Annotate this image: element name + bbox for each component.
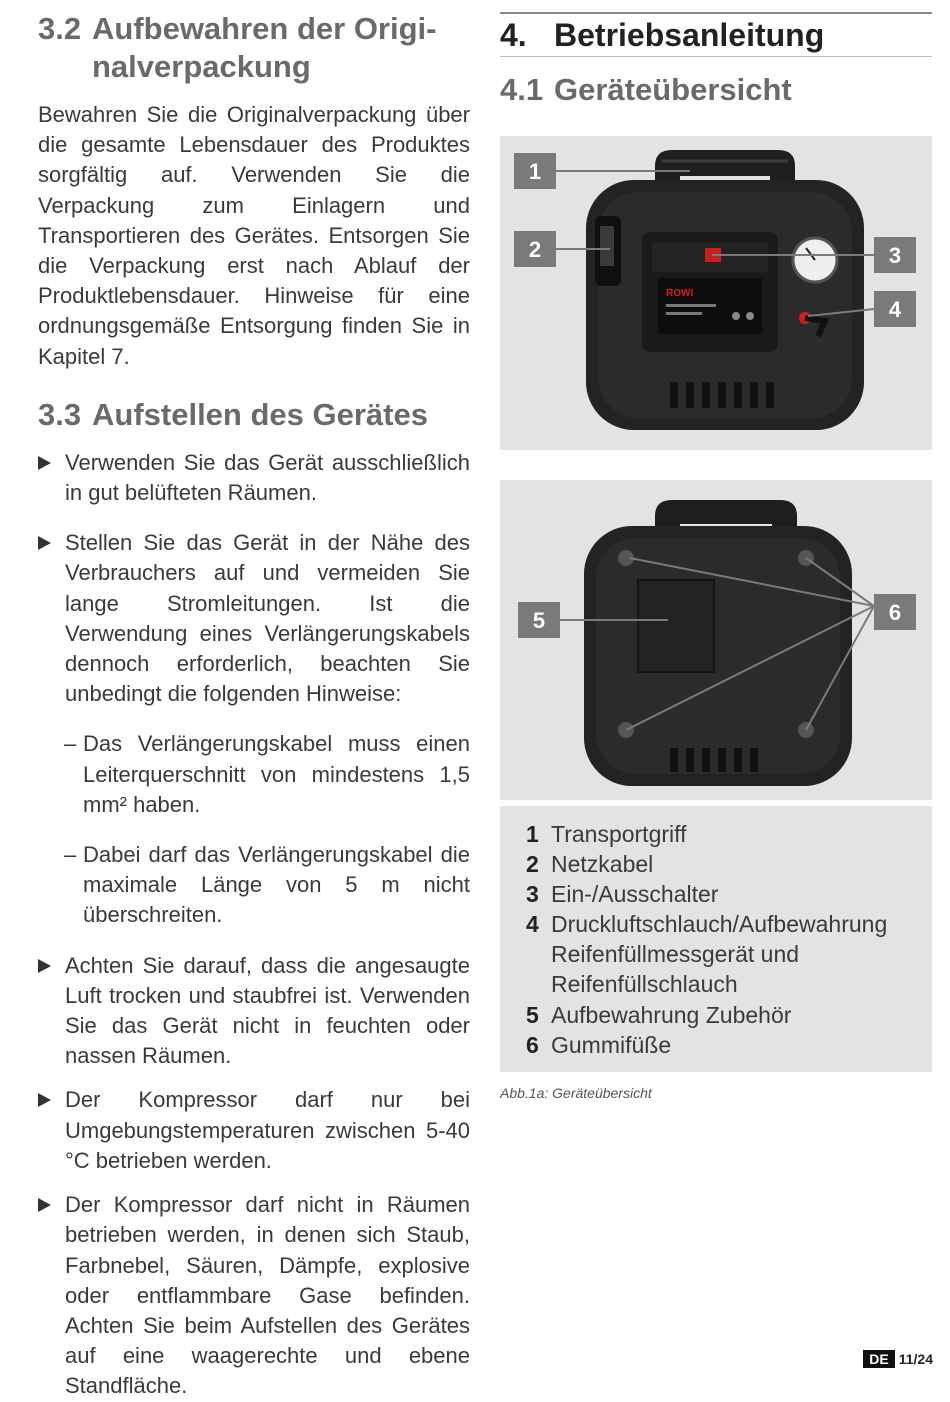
legend-item: 3 Ein-/Ausschalter bbox=[526, 881, 719, 907]
bullet-item: Der Kompressor darf nur bei Umgebungstemperaturen zwischen 5-40 °C betrieben werden. bbox=[38, 1085, 470, 1176]
svg-text:5: 5 bbox=[532, 608, 546, 633]
section-title: Aufstellen des Gerätes bbox=[92, 396, 428, 432]
legend-item: 2 Netzkabel bbox=[526, 851, 654, 877]
label-dot bbox=[732, 312, 740, 320]
legend-item: 4 Druckluftschlauch/Aufbewahrung Reifenfüllmessgerät und Reifenfüllschlauch bbox=[526, 911, 888, 998]
page-footer bbox=[863, 1350, 933, 1370]
chapter-title: Betriebsanleitung bbox=[554, 17, 825, 53]
extension-cable-notes bbox=[38, 729, 470, 930]
setup-bullet-list bbox=[38, 448, 470, 710]
callout-2 bbox=[514, 231, 556, 267]
page-number: 11/24 bbox=[898, 1351, 933, 1367]
section-title: Geräteübersicht bbox=[554, 72, 792, 107]
section-title-line2: nalverpackung bbox=[92, 49, 311, 84]
label-dot bbox=[746, 312, 754, 320]
callout-4 bbox=[874, 291, 916, 327]
section-title-line1: Aufbewahren der Origi- bbox=[92, 11, 437, 46]
compressor-front-image bbox=[500, 136, 932, 450]
section-number: 3.2 bbox=[38, 11, 82, 46]
callout-3 bbox=[874, 237, 916, 273]
figure-back-view bbox=[500, 480, 932, 800]
section-3-2-heading bbox=[38, 10, 470, 86]
bullet-item: Stellen Sie das Gerät in der Nähe des Verbrauchers auf und vermeiden Sie lange Stromleitungen. Ist die Verwendung eines Verlängerungskabels dennoch erforderlich, beachten Sie unbedingt die folgenden Hinweise: bbox=[38, 528, 470, 709]
figure-front-view bbox=[500, 136, 932, 450]
section-number: 4.1 bbox=[500, 72, 544, 107]
setup-bullet-list-continued bbox=[38, 951, 470, 1402]
dash-marker: – bbox=[64, 842, 77, 868]
dash-marker: – bbox=[64, 731, 77, 757]
legend-item: 1 Transportgriff bbox=[526, 821, 687, 847]
dash-item: – Das Verlängerungskabel muss einen Leiterquerschnitt von mindestens 1,5 mm² haben. bbox=[64, 731, 470, 817]
compressor-body-inner bbox=[596, 538, 840, 774]
label-line bbox=[666, 312, 702, 315]
bullet-item: Achten Sie darauf, dass die angesaugte Luft trocken und staubfrei ist. Verwenden Sie das Gerät nicht in feuchten oder nassen Räumen. bbox=[38, 951, 470, 1072]
svg-text:4: 4 bbox=[888, 297, 902, 322]
chapter-number: 4. bbox=[500, 17, 527, 53]
language-badge: DE bbox=[863, 1350, 894, 1368]
chapter-heading-rule bbox=[500, 12, 932, 57]
figure-caption: Abb.1a: Geräteübersicht bbox=[500, 1085, 652, 1101]
callout-5 bbox=[518, 602, 560, 638]
bullet-item: Der Kompressor darf nicht in Räumen betrieben werden, in denen sich Staub, Farbnebel, Säuren, Dämpfe, explosive oder entflammbare Gase befinden. Achten Sie beim Aufstellen des Gerätes auf eine waagerechte und ebene Standfläche. bbox=[38, 1190, 470, 1401]
compressor-back-image bbox=[500, 480, 932, 800]
left-column bbox=[38, 10, 470, 1402]
callout-6 bbox=[874, 594, 916, 630]
accessory-storage-lid bbox=[638, 580, 714, 672]
triangle-bullet-icon bbox=[38, 1198, 51, 1212]
svg-text:2: 2 bbox=[528, 237, 542, 262]
triangle-bullet-icon bbox=[38, 959, 51, 973]
chapter-4-heading bbox=[500, 16, 932, 54]
cable-reel bbox=[600, 226, 614, 266]
legend-item: 6 Gummifüße bbox=[526, 1032, 672, 1058]
triangle-bullet-icon bbox=[38, 1093, 51, 1107]
section-3-2-body: Bewahren Sie die Originalverpackung über die gesamte Lebensdauer des Produktes sorgfältig auf. Verwenden Sie die Verpackung zum Einlagern und Transportieren des Gerätes. Entsorgen Sie die Verpackung erst nach Ablauf der Produktlebensdauer. Hinweise für eine ordnungsgemäße Entsorgung finden Sie in Kapitel 7. bbox=[38, 102, 470, 369]
section-4-1-heading bbox=[500, 71, 932, 109]
svg-text:3: 3 bbox=[888, 243, 902, 268]
brand-label: ROWI bbox=[666, 288, 694, 299]
legend-item: 5 Aufbewahrung Zubehör bbox=[526, 1002, 792, 1028]
svg-text:1: 1 bbox=[528, 159, 542, 184]
triangle-bullet-icon bbox=[38, 456, 51, 470]
bullet-item: Verwenden Sie das Gerät ausschließlich in gut belüfteten Räumen. bbox=[38, 448, 470, 508]
triangle-bullet-icon bbox=[38, 536, 51, 550]
svg-text:6: 6 bbox=[888, 600, 902, 625]
label-line bbox=[666, 304, 716, 307]
section-number: 3.3 bbox=[38, 396, 82, 432]
section-3-3-heading bbox=[38, 396, 470, 434]
right-column bbox=[500, 12, 932, 109]
callout-1 bbox=[514, 153, 556, 189]
dash-item: – Dabei darf das Verlängerungskabel die maximale Länge von 5 m nicht überschreiten. bbox=[64, 842, 470, 928]
parts-legend bbox=[500, 806, 932, 1072]
